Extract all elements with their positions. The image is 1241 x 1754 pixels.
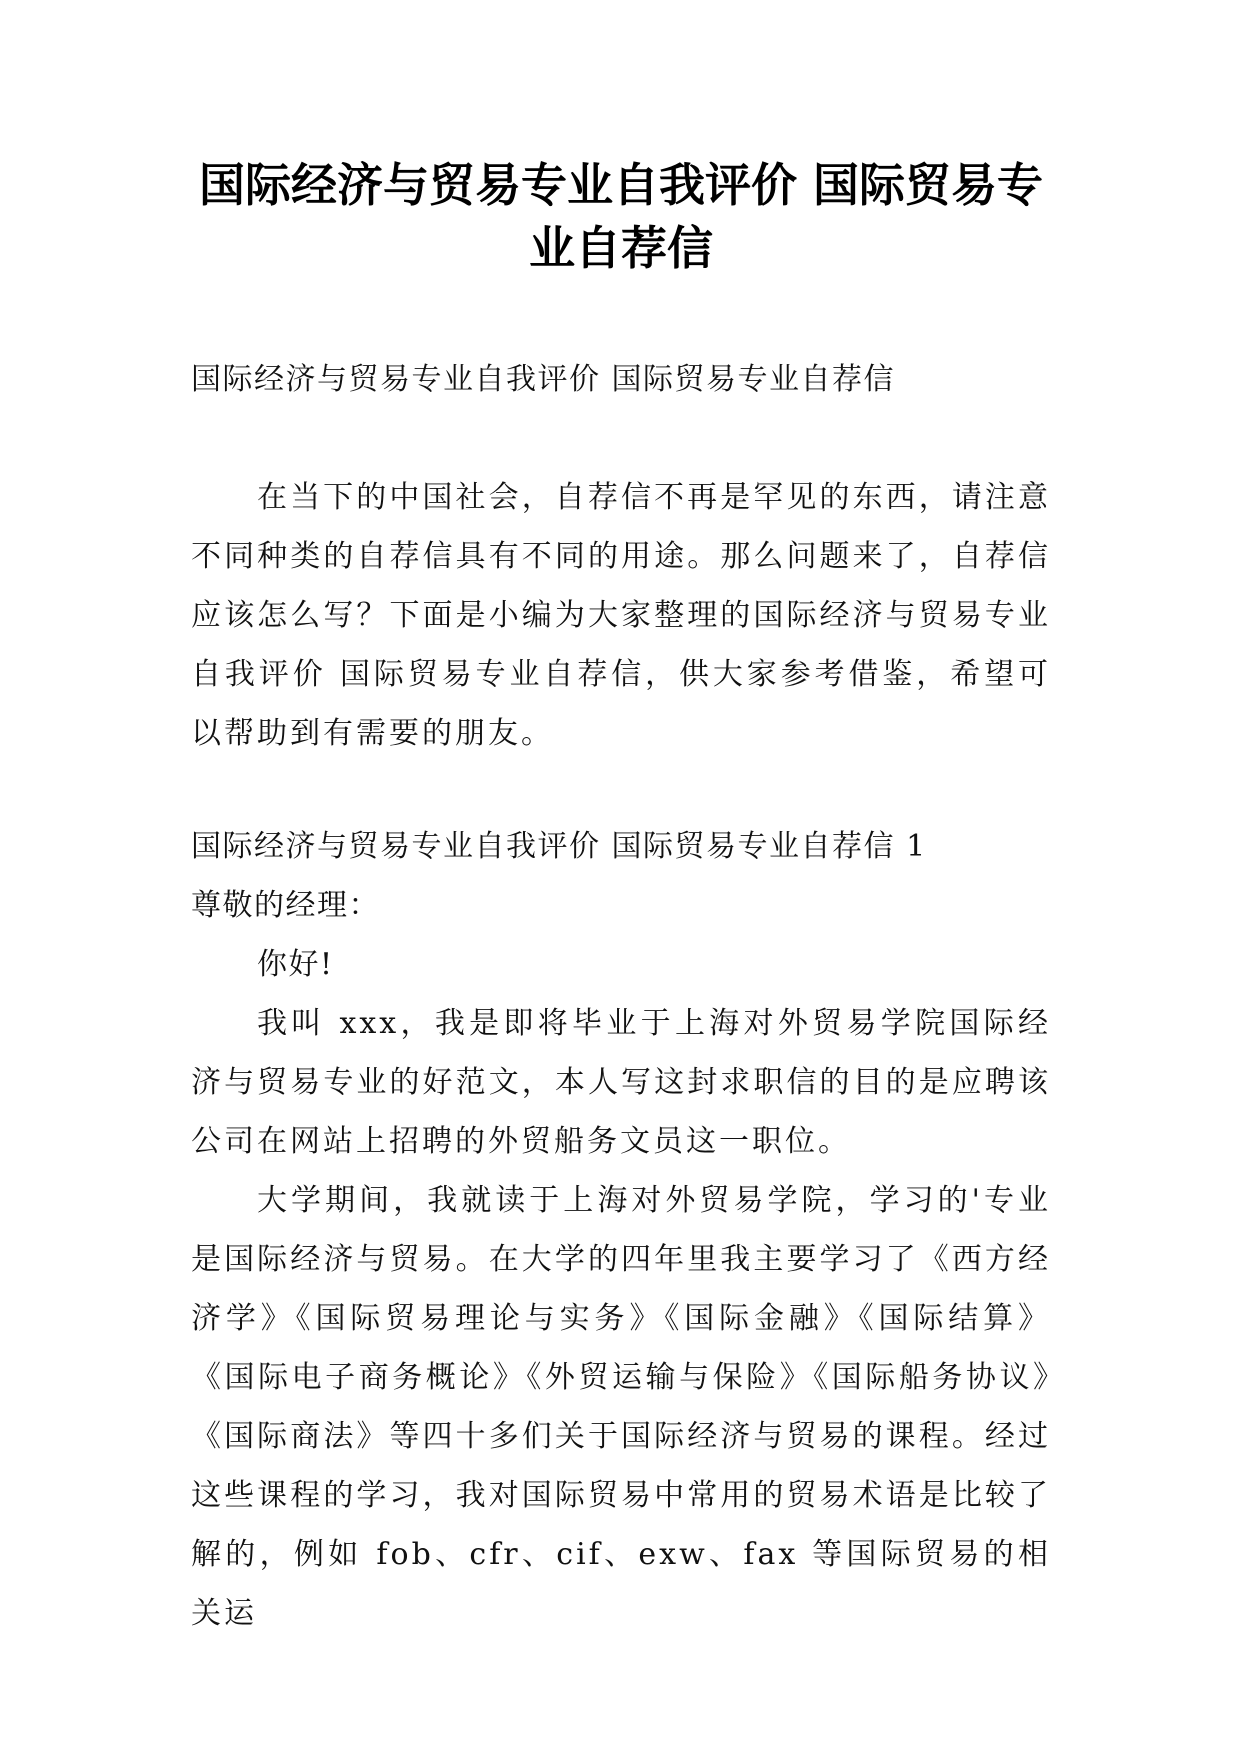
document-subtitle: 国际经济与贸易专业自我评价 国际贸易专业自荐信	[191, 362, 896, 397]
letter-salutation: 尊敬的经理：	[191, 888, 380, 923]
letter-paragraph-education: 大学期间，我就读于上海对外贸易学院，学习的'专业是国际经济与贸易。在大学的四年里我主要学习了《西方经济学》《国际贸易理论与实务》《国际金融》《国际结算》《国际电子商务概论》《外贸运输与保险》《国际船务协议》《国际商法》等四十多们关于国际经济与贸易的课程。经过这些课程的学习，我对国际贸易中常用的贸易术语是比较了解的，例如 fob、cfr、cif、exw、fax 等国际贸易的相关运	[191, 1183, 1051, 1631]
document-title: 国际经济与贸易专业自我评价 国际贸易专业自荐信	[198, 158, 1043, 275]
letter-heading: 国际经济与贸易专业自我评价 国际贸易专业自荐信 1	[191, 829, 927, 864]
intro-paragraph: 在当下的中国社会，自荐信不再是罕见的东西，请注意不同种类的自荐信具有不同的用途。那么问题来了，自荐信应该怎么写？下面是小编为大家整理的国际经济与贸易专业自我评价 国际贸易专业自荐信，供大家参考借鉴，希望可以帮助到有需要的朋友。	[191, 480, 1051, 751]
letter-paragraph-introduction: 我叫 xxx，我是即将毕业于上海对外贸易学院国际经济与贸易专业的好范文，本人写这封求职信的目的是应聘该公司在网站上招聘的外贸船务文员这一职位。	[191, 1006, 1051, 1159]
document-body	[191, 0, 1051, 1643]
letter-greeting: 你好!	[257, 947, 334, 982]
